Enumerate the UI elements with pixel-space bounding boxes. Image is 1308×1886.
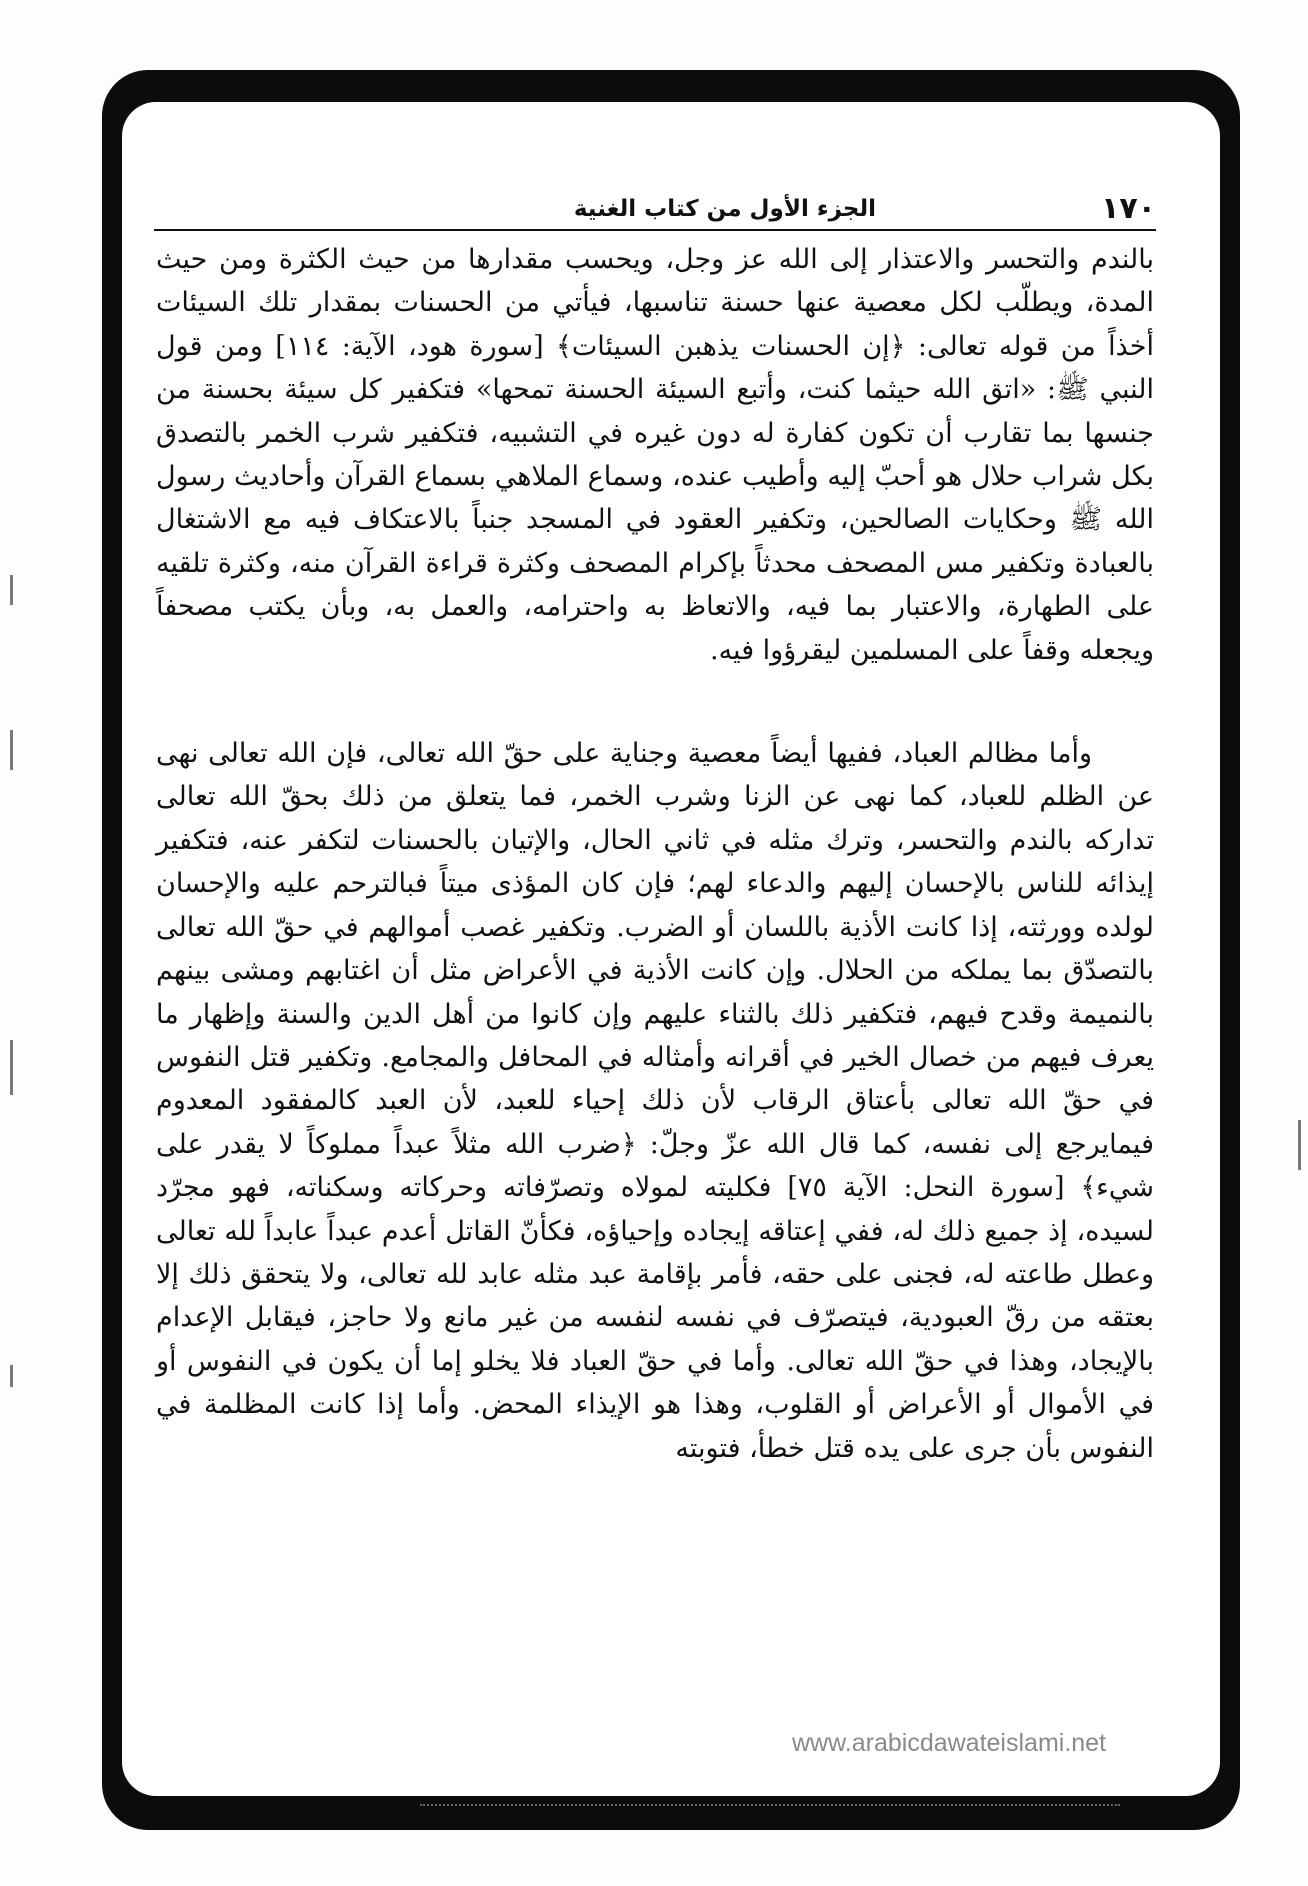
paragraph-text: بالندم والتحسر والاعتذار إلى الله عز وجل، ويحسب مقدارها من حيث الكثرة ومن حيث المدة، ويطلّب لكل معصية عنها حسنة تناسبها، فيأتي من الحسنات بمقدار تلك السيئات أخذاً من قوله تعالى: ﴿إن الحسنات يذهبن السيئات﴾ [سورة هود، الآية: ١١٤] ومن قول النبي ﷺ: «اتق الله حيثما كنت، وأتبع السيئة الحسنة تمحها» فتكفير كل سيئة بحسنة من جنسها بما تقارب أن تكون كفارة له دون غيره في التشبيه، فتكفير شرب الخمر بالتصدق بكل شراب حلال هو أحبّ إليه وأطيب عنده، وسماع الملاهي بسماع القرآن وأحاديث رسول الله ﷺ وحكايات الصالحين، وتكفير العقود في المسجد جنباً بالاعتكاف فيه مع الاشتغال بالعبادة وتكفير مس المصحف محدثاً بإكرام المصحف وكثرة قراءة القرآن منه، وكثرة تلقيه على الطهارة، والاعتبار بما فيه، والاتعاظ به واحترامه، والعمل به، وبأن يكتب مصحفاً ويجعله وقفاً على المسلمين ليقرؤوا فيه. xyxy=(156,244,1155,666)
paragraph-2 xyxy=(156,732,1154,1470)
header-rule xyxy=(154,229,1156,231)
margin-mark xyxy=(10,1365,13,1387)
page-number: ١٧٠ xyxy=(1101,191,1156,226)
scan-noise-bottom xyxy=(420,1804,1120,1810)
paragraph-1 xyxy=(156,238,1154,672)
body-text xyxy=(156,238,1154,1470)
page-header xyxy=(154,190,1156,228)
margin-mark xyxy=(10,575,13,605)
margin-mark xyxy=(10,1040,13,1095)
margin-mark xyxy=(1298,1120,1301,1170)
paragraph-text: وأما مظالم العباد، ففيها أيضاً معصية وجناية على حقّ الله تعالى، فإن الله تعالى نهى عن الظلم للعباد، كما نهى عن الزنا وشرب الخمر، فما يتعلق من ذلك بحقّ الله تعالى تداركه بالندم والتحسر، وترك مثله في ثاني الحال، والإتيان بالحسنات لتكفر عنه، فتكفير إيذائه للناس بالإحسان إليهم والدعاء لهم؛ فإن كان المؤذى ميتاً فبالترحم عليه والإحسان لولده وورثته، إذا كانت الأذية باللسان أو الضرب. وتكفير غصب أموالهم في حقّ الله تعالى بالتصدّق بما يملكه من الحلال. وإن كانت الأذية في الأعراض مثل أن اغتابهم ومشى بينهم بالنميمة وقدح فيهم، فتكفير ذلك بالثناء عليهم وإن كانوا من أهل الدين والسنة وإظهار ما يعرف فيهم من خصال الخير في أقرانه وأمثاله في المحافل والمجامع. وتكفير قتل النفوس في حقّ الله تعالى بأعتاق الرقاب لأن ذلك إحياء للعبد، لأن العبد كالمفقود المعدوم فيمايرجع إلى نفسه، كما قال الله عزّ وجلّ: ﴿ضرب الله مثلاً عبداً مملوكاً لا يقدر على شيء﴾ [سورة النحل: الآية ٧٥] فكليته لمولاه وتصرّفاته وحركاته وسكناته، فهو مجرّد لسيده، إذ جميع ذلك له، ففي إعتاقه إيجاده وإحياؤه، فكأنّ القاتل أعدم عبداً عابداً لله تعالى وعطل طاعته له، فجنى على حقه، فأمر بإقامة عبد مثله عابد لله تعالى، ولا يتحقق ذلك إلا بعتقه من رقّ العبودية، فيتصرّف في نفسه لنفسه من غير مانع ولا حاجز، فيقابل الإعدام بالإيجاد، وهذا في حقّ الله تعالى. وأما في حقّ العباد فلا يخلو إما أن يكون في النفوس أو في الأموال أو الأعراض أو القلوب، وهذا هو الإيذاء المحض. وأما إذا كانت المظلمة في النفوس بأن جرى على يده قتل خطأ، فتوبته xyxy=(156,738,1154,1464)
running-title: الجزء الأول من كتاب الغنية xyxy=(573,196,876,222)
margin-mark xyxy=(10,730,13,770)
website-watermark: www.arabicdawateislami.net xyxy=(792,1729,1107,1757)
